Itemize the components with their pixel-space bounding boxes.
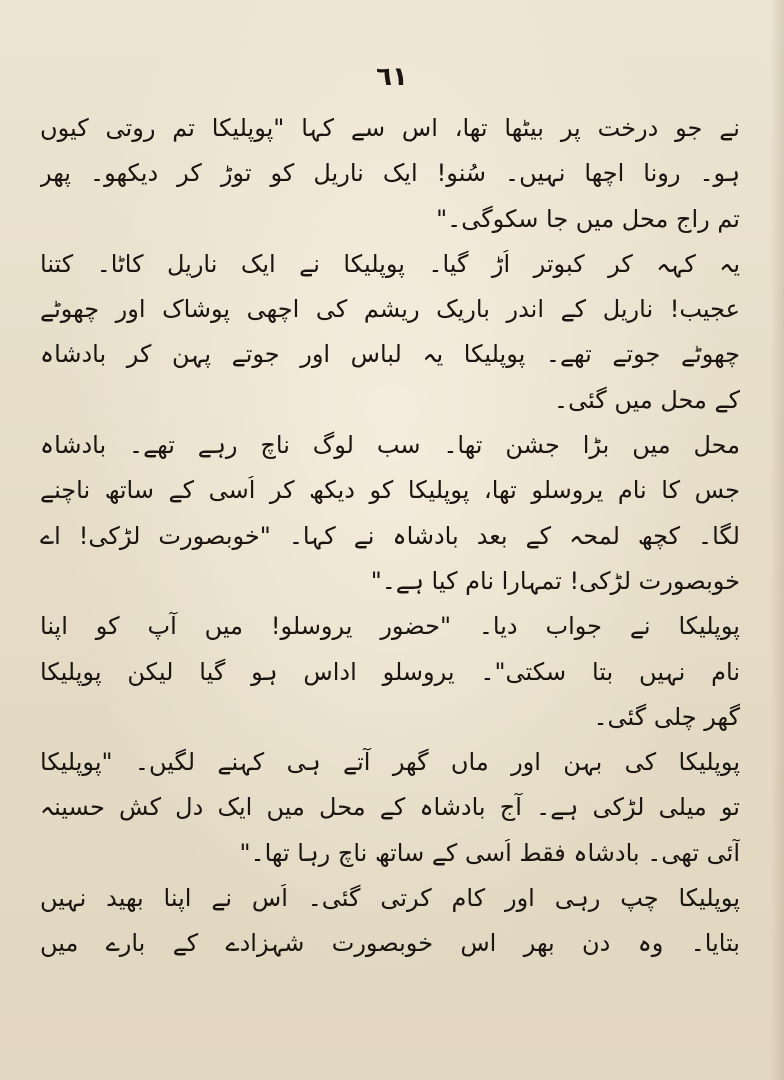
text-line-2: ہو۔ رونا اچھا نہیں۔ سُنو! ایک ناریل کو توڑ کر دیکھو۔ پھر [40, 159, 740, 188]
text-line-13: نام نہیں بتا سکتی"۔ یروسلو اداس ہو گیا لیکن پوپلیکا [40, 657, 740, 686]
text-line-18: پوپلیکا چپ رہی اور کام کرتی گئی۔ اُس نے اپنا بھید نہیں [40, 884, 740, 913]
text-line-19: بتایا۔ وہ دن بھر اس خوبصورت شہزادے کے بارے میں [40, 929, 740, 958]
text-line-12: پوپلیکا نے جواب دیا۔ "حضور یروسلو! میں آپ کو اپنا [40, 612, 740, 641]
text-line-17: آئی تھی۔ بادشاہ فقط اُسی کے ساتھ ناچ رہا تھا۔" [239, 838, 740, 867]
page-edge-shadow [770, 0, 784, 1080]
page-body-text [40, 114, 740, 975]
text-line-16: تو میلی لڑکی ہے۔ آج بادشاہ کے محل میں ایک دل کش حسینہ [40, 793, 740, 822]
text-line-3: تم راج محل میں جا سکوگی۔" [436, 204, 740, 233]
text-line-4: یہ کہہ کر کبوتر اُڑ گیا۔ پوپلیکا نے ایک ناریل کاٹا۔ کتنا [40, 249, 740, 278]
text-line-9: جس کا نام یروسلو تھا، پوپلیکا کو دیکھ کر اُسی کے ساتھ ناچنے [40, 476, 740, 505]
text-line-10: لگا۔ کچھ لمحہ کے بعد بادشاہ نے کہا۔ "خوبصورت لڑکی! اے [40, 521, 740, 550]
text-line-6: چھوٹے جوتے تھے۔ پوپلیکا یہ لباس اور جوتے پہن کر بادشاہ [40, 340, 740, 369]
text-line-11: خوبصورت لڑکی! تمہارا نام کیا ہے۔" [370, 566, 740, 595]
text-line-7: کے محل میں گئی۔ [554, 385, 740, 414]
text-line-8: محل میں بڑا جشن تھا۔ سب لوگ ناچ رہے تھے۔ بادشاہ [40, 431, 740, 460]
text-line-5: عجیب! ناریل کے اندر باریک ریشم کی اچھی پوشاک اور چھوٹے [40, 295, 740, 324]
text-line-14: گھر چلی گئی۔ [593, 702, 740, 731]
text-line-1: نے جو درخت پر بیٹھا تھا، اس سے کہا "پوپلیکا تم روتی کیوں [40, 114, 740, 142]
page-number: ٦١ [376, 62, 408, 92]
text-line-15: پوپلیکا کی بہن اور ماں گھر آتے ہی کہنے لگیں۔ "پوپلیکا [40, 748, 740, 777]
